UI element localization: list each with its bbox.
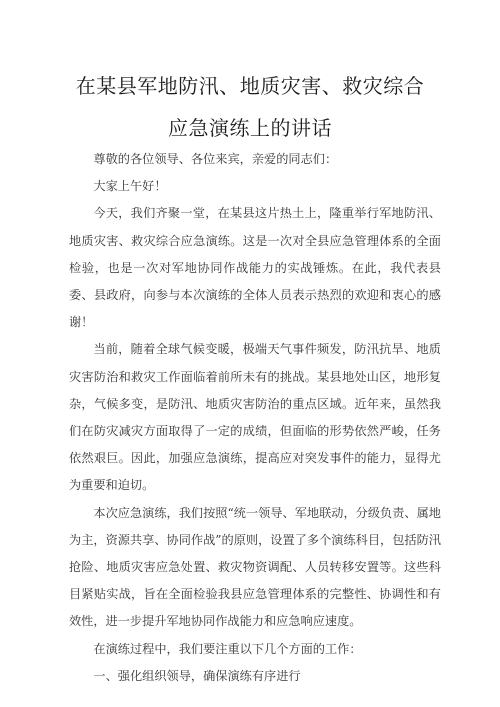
salutation: 尊敬的各位领导、各位来宾，亲爱的同志们：: [93, 152, 338, 166]
body-paragraph: 在演练过程中，我们要注重以下几个方面的工作：: [93, 641, 362, 656]
body-paragraph: 当前，随着全球气候变暖，极端天气事件频发，防汛抗旱、地质灾害防治和救灾工作面临着前所未有的挑战。某县地处山区，地形复杂，气候多变，是防汛、地质灾害防治的重点区域。近年来，虽然我们在防灾减灾方面取得了一定的成绩，但面临的形势依然严峻，任务依然艰巨。因此，加强应急演练，提高应对突发事件的能力，显得尤为重要和迫切。: [69, 342, 441, 493]
document-title-line-1: 在某县军地防汛、地质灾害、救灾综合: [75, 74, 425, 98]
body-paragraph: 今天，我们齐聚一堂，在某县这片热土上，隆重举行军地防汛、地质灾害、救灾综合应急演练。这是一次对全县应急管理体系的全面检验，也是一次对军地协同作战能力的实战锤炼。在此，我代表县委、县政府，向参与本次演练的全体人员表示热烈的欢迎和衷心的感谢！: [69, 206, 441, 330]
document-title-line-2: 应急演练上的讲话: [168, 116, 332, 140]
document-body: [69, 146, 441, 690]
body-paragraph: 本次应急演练，我们按照“统一领导、军地联动，分级负责、属地为主，资源共享、协同作战”的原则，设置了多个演练科目，包括防汛抢险、地质灾害应急处置、救灾物资调配、人员转移安置等。这些科目紧贴实战，旨在全面检验我县应急管理体系的完整性、协调性和有效性，进一步提升军地协同作战能力和应急响应速度。: [69, 505, 441, 629]
section-heading: 一、强化组织领导，确保演练有序进行: [93, 668, 301, 683]
greeting: 大家上午好！: [93, 179, 167, 194]
